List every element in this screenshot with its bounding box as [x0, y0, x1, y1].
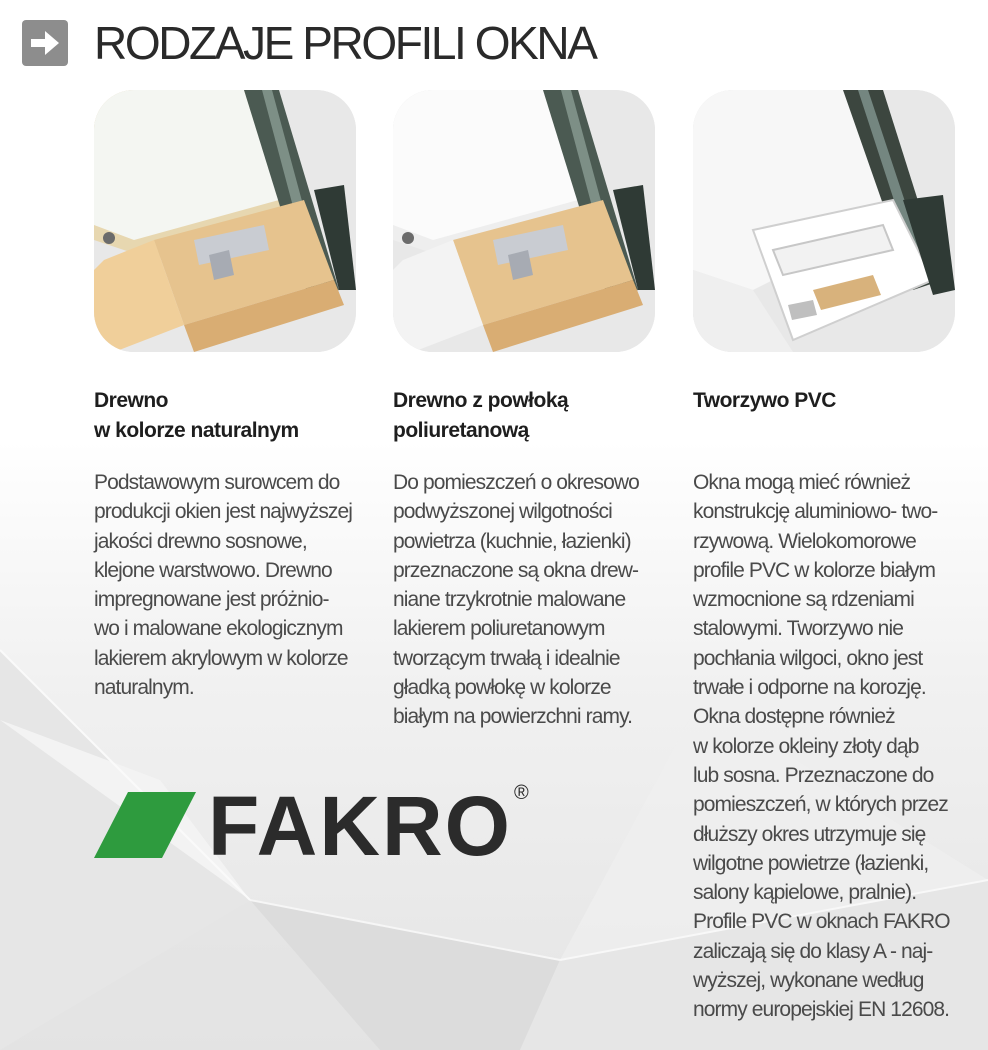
profile-title: Drewno z powłoką poliuretanową [393, 389, 569, 442]
wood-profile-image [94, 90, 356, 352]
profile-title: Drewno w kolorze naturalnym [94, 389, 299, 442]
pvc-profile-image [693, 90, 955, 352]
profile-column-wood-polyurethane [393, 90, 659, 732]
arrow-right-icon [22, 20, 68, 66]
header [22, 18, 596, 68]
profile-description: Do pomieszczeń o okresowo podwyższonej wilgotności powietrza (kuchnie, łazienki) przeznaczone są okna drew- niane trzykrotnie malowane lakierem poliuretanowym tworzącym trwałą i idealnie gładką powłokę w kolorze białym na powierzchni ramy. [393, 471, 639, 729]
page-title: RODZAJE PROFILI OKNA [94, 17, 596, 69]
profile-title: Tworzywo PVC [693, 389, 836, 412]
logo-green-parallelogram [94, 792, 196, 862]
fakro-logo [94, 779, 529, 873]
profile-description: Okna mogą mieć również konstrukcję aluminiowo- two- rzywową. Wielokomorowe profile PVC w kolorze białym wzmocnione są rdzeniami stalowymi. Tworzywo nie pochłania wilgoci, okno jest trwałe i odporne na korozję. Okna dostępne również w kolorze okleiny złoty dąb lub sosna. Przeznaczone do pomieszczeń, w których przez dłuższy okres utrzymuje się wilgotne powietrze (łazienki, salony kąpielowe, pralnie). Profile PVC w oknach FAKRO zaliczają się do klasy A - naj- wyższej, wykonane według normy europejskiej EN 12608. [693, 471, 950, 1022]
logo-wordmark: FAKRO [208, 779, 512, 873]
profile-column-pvc [693, 90, 959, 1025]
profile-column-wood-natural [94, 90, 360, 702]
registered-mark: ® [514, 782, 529, 804]
profile-description: Podstawowym surowcem do produkcji okien jest najwyższej jakości drewno sosnowe, klejone warstwowo. Drewno impregnowane jest próżnio- wo i malowane ekologicznym lakierem akrylowym w kolorze naturalnym. [94, 471, 353, 700]
wood-polyurethane-profile-image [393, 90, 655, 352]
